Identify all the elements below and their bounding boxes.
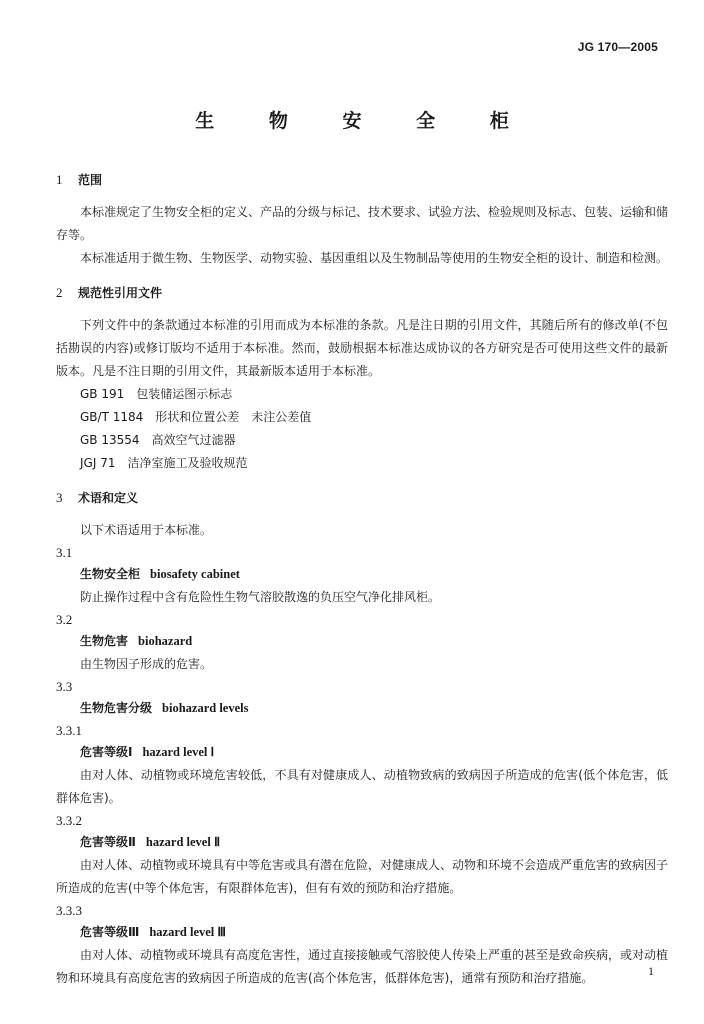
term-zh: 生物危害分级 bbox=[80, 701, 153, 715]
doc-code: JG 170—2005 bbox=[577, 40, 658, 54]
section-number: 3 bbox=[56, 490, 63, 505]
document-body bbox=[56, 168, 668, 990]
term-entry bbox=[56, 741, 668, 764]
section-title: 规范性引用文件 bbox=[78, 286, 163, 300]
term-en: biohazard bbox=[138, 634, 193, 648]
page-title: 生 物 安 全 柜 bbox=[195, 110, 533, 132]
term-zh: 危害等级Ⅱ bbox=[80, 835, 136, 849]
section-heading-normative-references bbox=[56, 281, 668, 304]
term-entry bbox=[56, 697, 668, 720]
term-zh: 生物安全柜 bbox=[80, 567, 141, 581]
section-heading-scope bbox=[56, 168, 668, 191]
clause-number: 3.3 bbox=[56, 679, 73, 694]
clause-number: 3.3.2 bbox=[56, 813, 82, 828]
term-definition: 由生物因子形成的危害。 bbox=[80, 657, 213, 671]
clause-number: 3.3.1 bbox=[56, 723, 82, 738]
term-en: biohazard levels bbox=[162, 701, 249, 715]
clause-number: 3.3.3 bbox=[56, 903, 82, 918]
section-title: 术语和定义 bbox=[78, 491, 139, 505]
term-definition: 由对人体、动植物或环境危害较低，不具有对健康成人、动植物致病的致病因子所造成的危害(低个体危害，低群体危害)。 bbox=[56, 768, 668, 805]
terms-intro: 以下术语适用于本标准。 bbox=[80, 523, 213, 537]
scope-paragraph-2: 本标准适用于微生物、生物医学、动物实验、基因重组以及生物制品等使用的生物安全柜的设计、制造和检测。 bbox=[80, 251, 669, 265]
term-definition: 防止操作过程中含有危险性生物气溶胶散逸的负压空气净化排风柜。 bbox=[80, 590, 441, 604]
clause-number: 3.1 bbox=[56, 545, 73, 560]
term-entry bbox=[56, 630, 668, 653]
reference-item: GB 191 包装储运图示标志 bbox=[80, 387, 233, 401]
section-title: 范围 bbox=[78, 173, 103, 187]
section-heading-terms bbox=[56, 486, 668, 509]
reference-item: JGJ 71 洁净室施工及验收规范 bbox=[80, 456, 248, 470]
term-zh: 危害等级Ⅰ bbox=[80, 745, 133, 759]
section-number: 2 bbox=[56, 285, 63, 300]
term-en: hazard level Ⅱ bbox=[145, 835, 221, 849]
references-paragraph: 下列文件中的条款通过本标准的引用而成为本标准的条款。凡是注日期的引用文件，其随后所有的修改单(不包括勘误的内容)或修订版均不适用于本标准。然而，鼓励根据本标准达成协议的各方研究是否可使用这些文件的最新版本。凡是不注日期的引用文件，其最新版本适用于本标准。 bbox=[56, 318, 668, 378]
clause-number: 3.2 bbox=[56, 612, 73, 627]
term-en: hazard level Ⅲ bbox=[149, 925, 227, 939]
term-entry bbox=[56, 563, 668, 586]
term-definition: 由对人体、动植物或环境具有中等危害或具有潜在危险，对健康成人、动物和环境不会造成严重危害的致病因子所造成的危害(中等个体危害，有限群体危害)，但有有效的预防和治疗措施。 bbox=[56, 858, 669, 895]
reference-item: GB 13554 高效空气过滤器 bbox=[80, 433, 236, 447]
reference-item: GB/T 1184 形状和位置公差 未注公差值 bbox=[80, 410, 312, 424]
section-number: 1 bbox=[56, 172, 63, 187]
term-definition: 由对人体、动植物或环境具有高度危害性，通过直接接触或气溶胶使人传染上严重的甚至是致命疾病，或对动植物和环境具有高度危害的致病因子所造成的危害(高个体危害，低群体危害)，通常有预防和治疗措施。 bbox=[56, 948, 669, 985]
page-number: 1 bbox=[648, 964, 654, 978]
term-en: biosafety cabinet bbox=[150, 567, 240, 581]
term-zh: 生物危害 bbox=[80, 634, 129, 648]
term-entry bbox=[56, 831, 668, 854]
term-en: hazard level Ⅰ bbox=[142, 745, 215, 759]
scope-paragraph-1: 本标准规定了生物安全柜的定义、产品的分级与标记、技术要求、试验方法、检验规则及标志、包装、运输和储存等。 bbox=[56, 205, 669, 242]
term-zh: 危害等级Ⅲ bbox=[80, 925, 140, 939]
term-entry bbox=[56, 921, 668, 944]
